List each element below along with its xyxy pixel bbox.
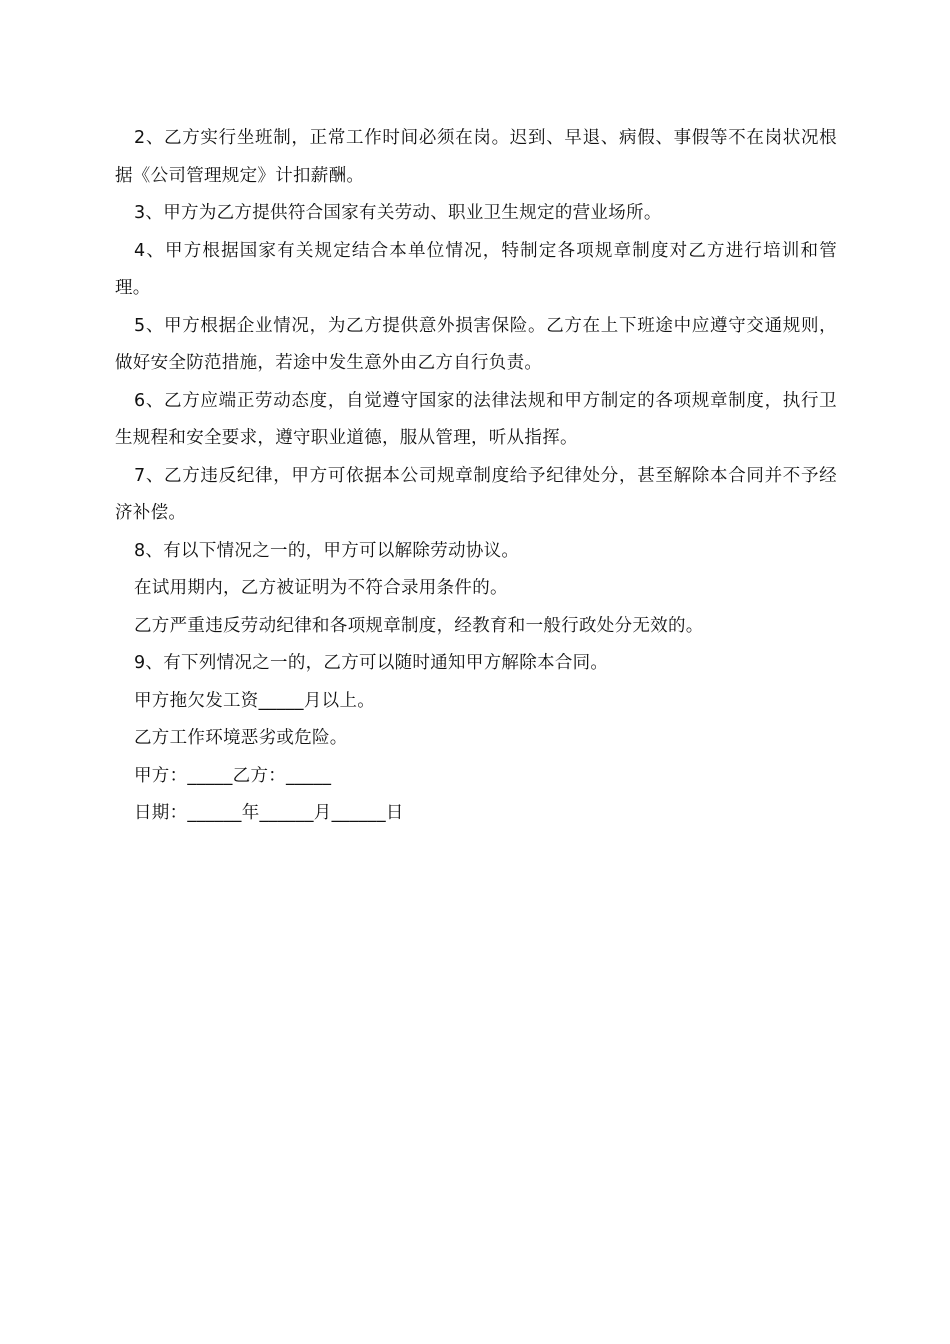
clause-7: 7、乙方违反纪律，甲方可依据本公司规章制度给予纪律处分，甚至解除本合同并不予经济补偿。 xyxy=(115,465,837,523)
signature-line: 甲方：_____乙方：_____ xyxy=(134,765,332,786)
clause-9-item-1: 甲方拖欠发工资_____月以上。 xyxy=(134,690,376,711)
clause-8-item-2: 乙方严重违反劳动纪律和各项规章制度，经教育和一般行政处分无效的。 xyxy=(134,615,704,636)
clause-8-item-1: 在试用期内，乙方被证明为不符合录用条件的。 xyxy=(134,578,508,598)
clause-6: 6、乙方应端正劳动态度，自觉遵守国家的法律法规和甲方制定的各项规章制度，执行卫生规程和安全要求，遵守职业道德，服从管理，听从指挥。 xyxy=(115,390,837,448)
date-line: 日期：______年______月______日 xyxy=(134,803,404,823)
clause-9: 9、有下列情况之一的，乙方可以随时通知甲方解除本合同。 xyxy=(134,653,609,673)
clause-8: 8、有以下情况之一的，甲方可以解除劳动协议。 xyxy=(134,540,520,561)
clause-2: 2、乙方实行坐班制，正常工作时间必须在岗。迟到、早退、病假、事假等不在岗状况根据《公司管理规定》计扣薪酬。 xyxy=(115,128,837,186)
clause-9-item-2: 乙方工作环境恶劣或危险。 xyxy=(134,728,348,748)
clause-5: 5、甲方根据企业情况，为乙方提供意外损害保险。乙方在上下班途中应遵守交通规则，做好安全防范措施，若途中发生意外由乙方自行负责。 xyxy=(115,315,837,373)
clause-3: 3、甲方为乙方提供符合国家有关劳动、职业卫生规定的营业场所。 xyxy=(134,203,662,223)
document-body xyxy=(115,120,837,833)
clause-4: 4、甲方根据国家有关规定结合本单位情况，特制定各项规章制度对乙方进行培训和管理。 xyxy=(115,240,837,298)
